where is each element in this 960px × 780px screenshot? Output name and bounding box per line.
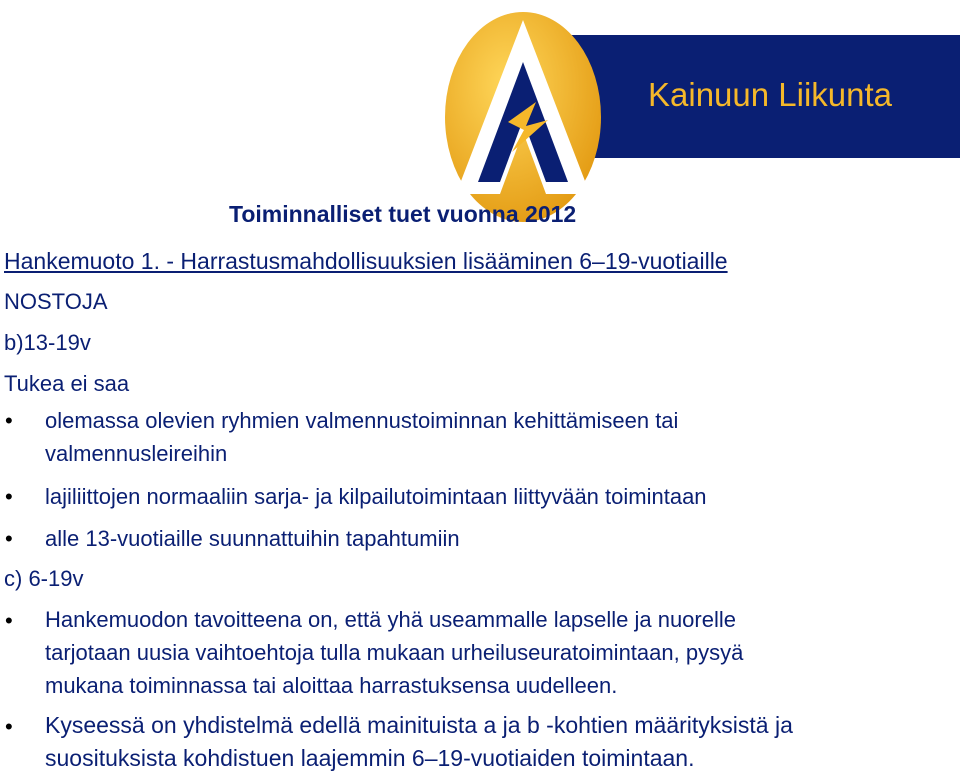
bullet-b-3 bbox=[45, 522, 460, 555]
bullet-c-1-line-1: Hankemuodon tavoitteena on, että yhä useammalle lapselle ja nuorelle bbox=[45, 607, 736, 632]
label-b: b)13-19v bbox=[4, 330, 91, 355]
bullet-c-2-line-2: suosituksista kohdistuen laajemmin 6–19-vuotiaiden toimintaan. bbox=[45, 745, 695, 771]
bullet-marker: • bbox=[5, 526, 13, 551]
brand-name: Kainuun Liikunta bbox=[648, 76, 893, 113]
bullet-b-1-line-1: olemassa olevien ryhmien valmennustoiminnan kehittämiseen tai bbox=[45, 408, 679, 433]
bullet-c-2-line-1: Kyseessä on yhdistelmä edellä mainituista a ja b -kohtien määrityksistä ja bbox=[45, 712, 793, 738]
bullet-marker: • bbox=[5, 408, 13, 433]
bullet-b-2 bbox=[45, 480, 707, 513]
section-heading: Hankemuoto 1. - Harrastusmahdollisuuksien lisääminen 6–19-vuotiaille bbox=[4, 248, 728, 274]
bullet-b-2-line-1: lajiliittojen normaaliin sarja- ja kilpailutoimintaan liittyvään toimintaan bbox=[45, 484, 707, 509]
bullet-marker: • bbox=[5, 608, 13, 633]
label-nostoja: NOSTOJA bbox=[4, 289, 108, 314]
bullet-b-1 bbox=[45, 404, 678, 470]
label-c: c) 6-19v bbox=[4, 566, 84, 591]
bullet-b-3-line-1: alle 13-vuotiaille suunnattuihin tapahtumiin bbox=[45, 526, 460, 551]
bullet-c-1-line-3: mukana toiminnassa tai aloittaa harrastuksensa uudelleen. bbox=[45, 673, 618, 698]
label-tukea-ei-saa: Tukea ei saa bbox=[4, 371, 130, 396]
page-title: Toiminnalliset tuet vuonna 2012 bbox=[229, 201, 577, 227]
bullet-c-2 bbox=[45, 709, 793, 775]
bullet-marker: • bbox=[5, 484, 13, 509]
bullet-c-1-line-2: tarjotaan uusia vaihtoehtoja tulla mukaan urheiluseuratoimintaan, pysyä bbox=[45, 640, 744, 665]
bullet-c-1 bbox=[45, 603, 743, 702]
bullet-marker: • bbox=[5, 714, 13, 739]
bullet-b-1-line-2: valmennusleireihin bbox=[45, 441, 228, 466]
